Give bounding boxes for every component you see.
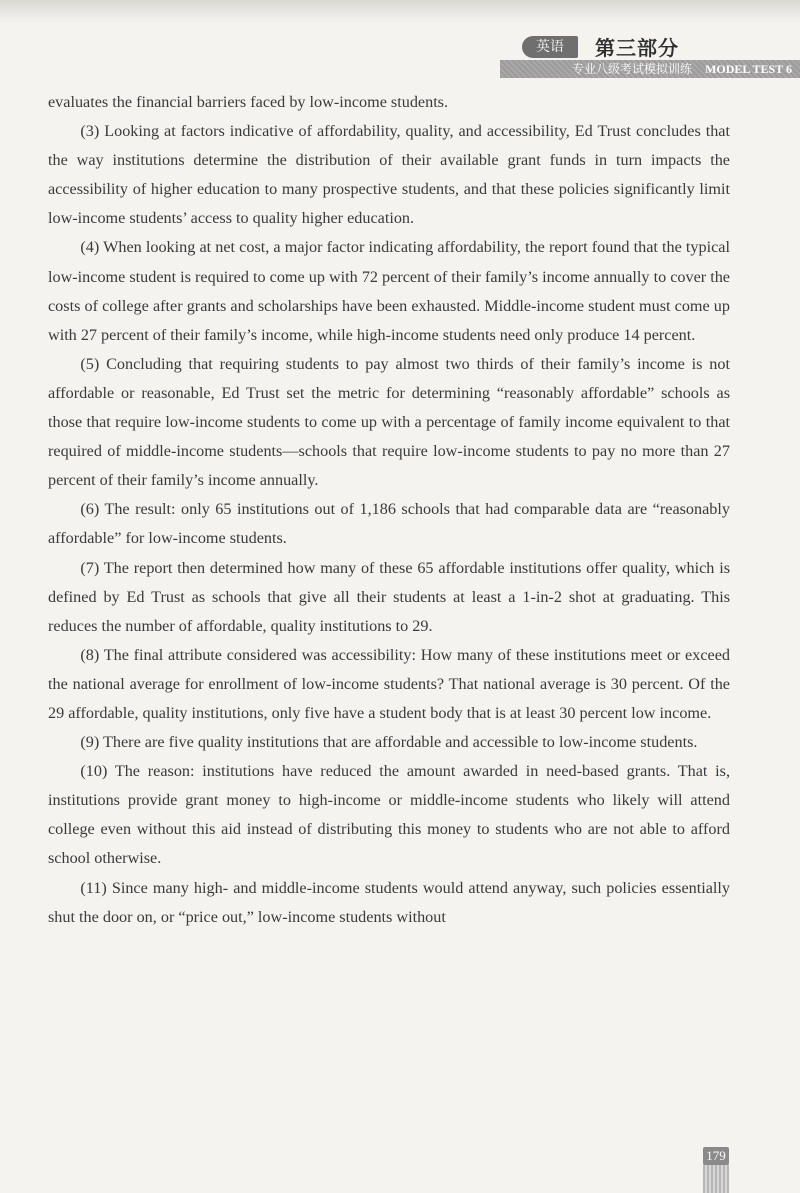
body-text (48, 88, 730, 932)
part-title: 第三部分 (595, 36, 679, 60)
paragraph-7: (7) The report then determined how many of these 65 affordable institutions offer quality, which is defined by Ed Trust as schools that give all their students at least a 1-in-2 shot at graduating. This reduces the number of affordable, quality institutions to 29. (48, 558, 730, 635)
paragraph-3: (3) Looking at factors indicative of affordability, quality, and accessibility, Ed Trust concludes that the way institutions determine the distribution of their available grant funds in turn impacts the accessibility of higher education to many prospective students, and that these policies significantly limit low-income students’ access to quality higher education. (48, 122, 730, 228)
paragraph-6: (6) The result: only 65 institutions out of 1,186 schools that had comparable data are “reasonably affordable” for low-income students. (48, 500, 730, 548)
paragraph-11: (11) Since many high- and middle-income students would attend anyway, such policies essentially shut the door on, or “price out,” low-income students without (48, 878, 730, 926)
paragraph-10: (10) The reason: institutions have reduced the amount awarded in need-based grants. That is, institutions provide grant money to high-income or middle-income students who likely will attend college even without this aid instead of distributing this money to students who are not able to afford school otherwise. (48, 762, 730, 868)
paragraph-8: (8) The final attribute considered was accessibility: How many of these institutions meet or exceed the national average for enrollment of low-income students? That national average is 30 percent. Of the 29 affordable, quality institutions, only five have a student body that is at least 30 percent low income. (48, 645, 730, 722)
series-label: 专业八级考试模拟训练 (572, 62, 693, 76)
subject-tab: 英语 (522, 36, 578, 58)
paragraph-5: (5) Concluding that requiring students to pay almost two thirds of their family’s income is not affordable or reasonable, Ed Trust set the metric for determining “reasonably affordable” schools as those that require low-income students to come up with a percentage of family income equivalent to that required of middle-income students—schools that require low-income students to pay no more than 27 percent of their family’s income annually. (48, 354, 730, 490)
model-test-label: MODEL TEST 6 (705, 62, 792, 76)
header-bar (500, 60, 800, 78)
paragraph-9: (9) There are five quality institutions that are affordable and accessible to low-income students. (80, 733, 698, 752)
paragraph-4: (4) When looking at net cost, a major factor indicating affordability, the report found that the typical low-income student is required to come up with 72 percent of their family’s income annually to cover the costs of college after grants and scholarships have been exhausted. Middle-income student must come up with 27 percent of their family’s income, while high-income students need only produce 14 percent. (48, 238, 730, 344)
page-edge-decoration (703, 1165, 729, 1193)
page-header (500, 28, 800, 82)
scan-top-edge (0, 0, 800, 22)
page-number: 179 (703, 1147, 729, 1165)
paragraph-continued: evaluates the financial barriers faced by low-income students. (48, 93, 449, 111)
